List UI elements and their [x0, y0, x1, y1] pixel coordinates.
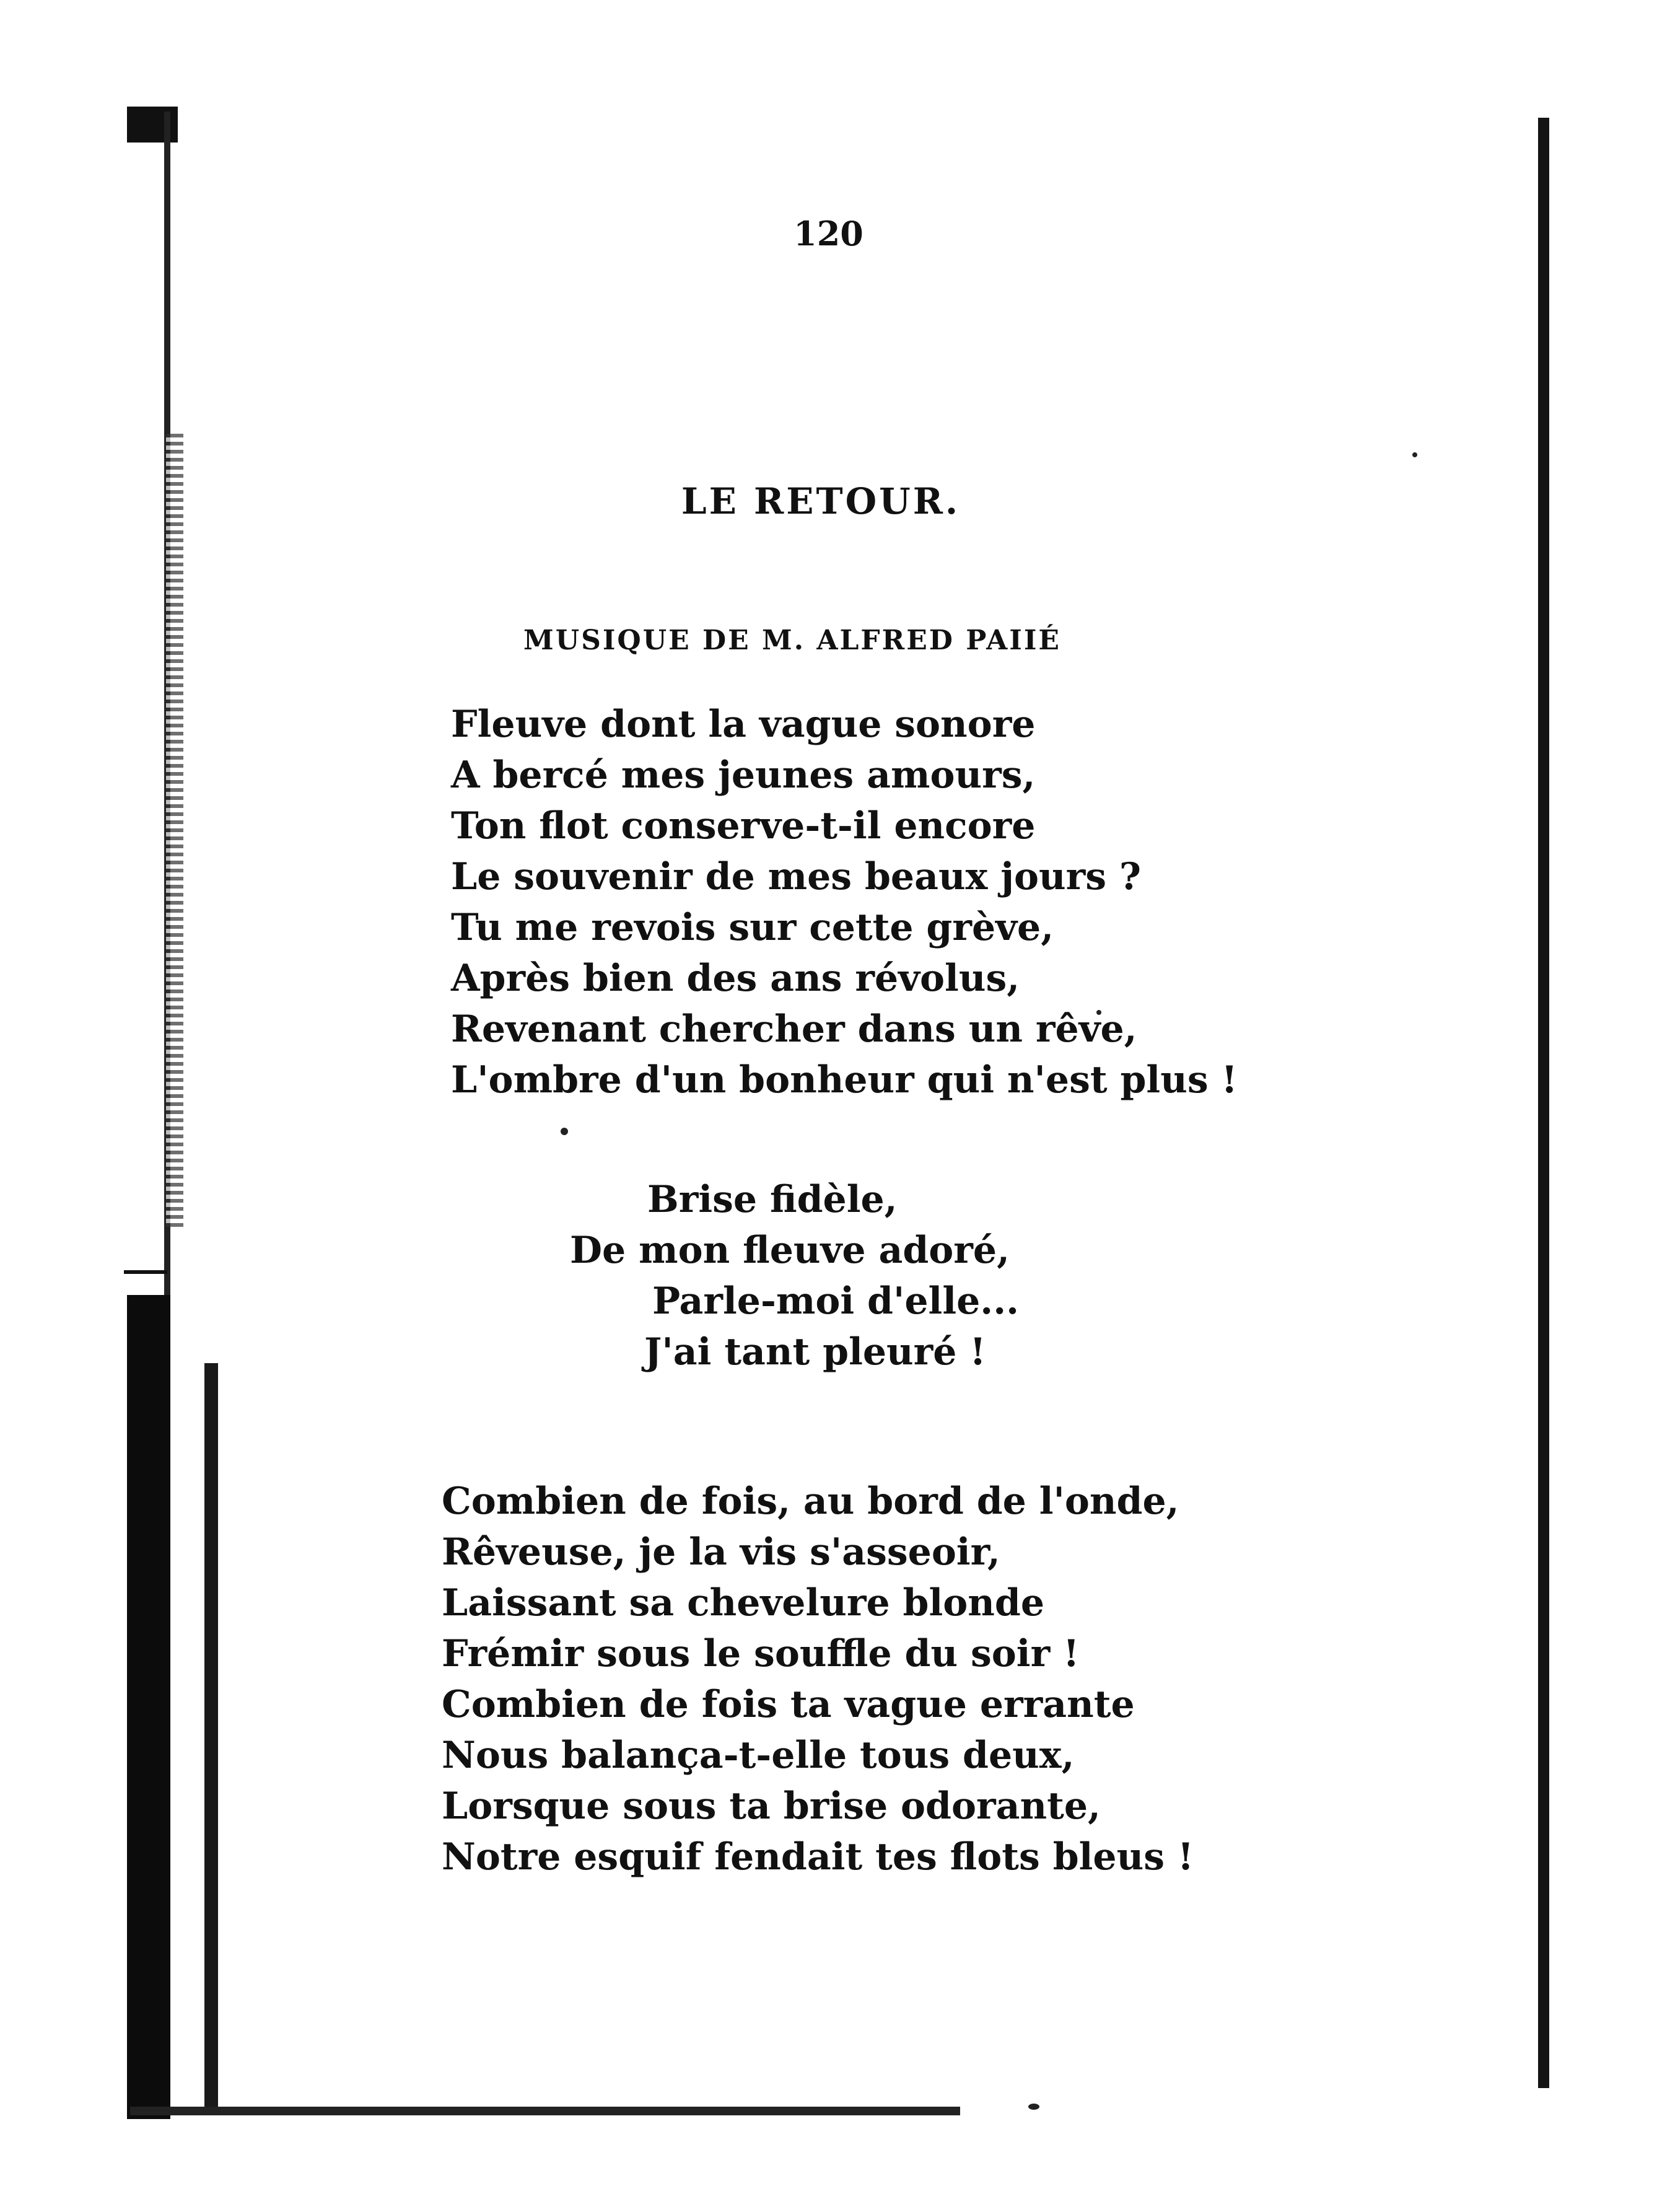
- page-right-border: [1538, 118, 1549, 2088]
- poem-title: LE RETOUR.: [681, 480, 961, 522]
- verse-line: L'ombre d'un bonheur qui n'est plus !: [451, 1058, 1238, 1102]
- scan-inner-shadow: [204, 1363, 218, 2107]
- page-bottom-border: [130, 2107, 960, 2115]
- stanza-2: [442, 1476, 1194, 1882]
- verse-line: Nous balança-t-elle tous deux,: [442, 1734, 1075, 1777]
- refrain-line: De mon fleuve adoré,: [570, 1229, 1010, 1272]
- verse-line: Fleuve dont la vague sonore: [451, 703, 1036, 746]
- refrain-line: Parle-moi d'elle...: [652, 1279, 1019, 1323]
- speck: [561, 1128, 568, 1135]
- scan-edge-tick: [124, 1270, 167, 1274]
- page-number: 120: [794, 214, 863, 253]
- verse-line: Après bien des ans révolus,: [451, 957, 1020, 1000]
- speck: [1412, 452, 1417, 457]
- verse-line: Tu me revois sur cette grève,: [451, 906, 1054, 949]
- verse-line: Combien de fois, au bord de l'onde,: [442, 1480, 1179, 1523]
- verse-line: A bercé mes jeunes amours,: [451, 753, 1036, 797]
- verse-line: Ton flot conserve-t-il encore: [451, 804, 1036, 848]
- refrain-line: Brise fidèle,: [647, 1178, 898, 1221]
- verse-line: Laissant sa chevelure blonde: [442, 1581, 1045, 1625]
- speck: [1028, 2104, 1039, 2110]
- stanza-1: [451, 699, 1238, 1105]
- scan-speckle: [166, 434, 183, 1227]
- verse-line: Rêveuse, je la vis s'asseoir,: [442, 1530, 1000, 1574]
- verse-line: Notre esquif fendait tes flots bleus !: [442, 1835, 1194, 1879]
- verse-line: Combien de fois ta vague errante: [442, 1683, 1135, 1726]
- refrain-line: J'ai tant pleuré !: [644, 1330, 986, 1374]
- verse-line: Frémir sous le souffle du soir !: [442, 1632, 1080, 1675]
- verse-line: Le souvenir de mes beaux jours ?: [451, 855, 1142, 898]
- verse-line: Revenant chercher dans un rêve,: [451, 1007, 1137, 1051]
- verse-line: Lorsque sous ta brise odorante,: [442, 1784, 1101, 1828]
- composer-credit: MUSIQUE DE M. ALFRED PAIIÉ: [523, 625, 1061, 656]
- scan-left-shadow: [127, 1295, 170, 2119]
